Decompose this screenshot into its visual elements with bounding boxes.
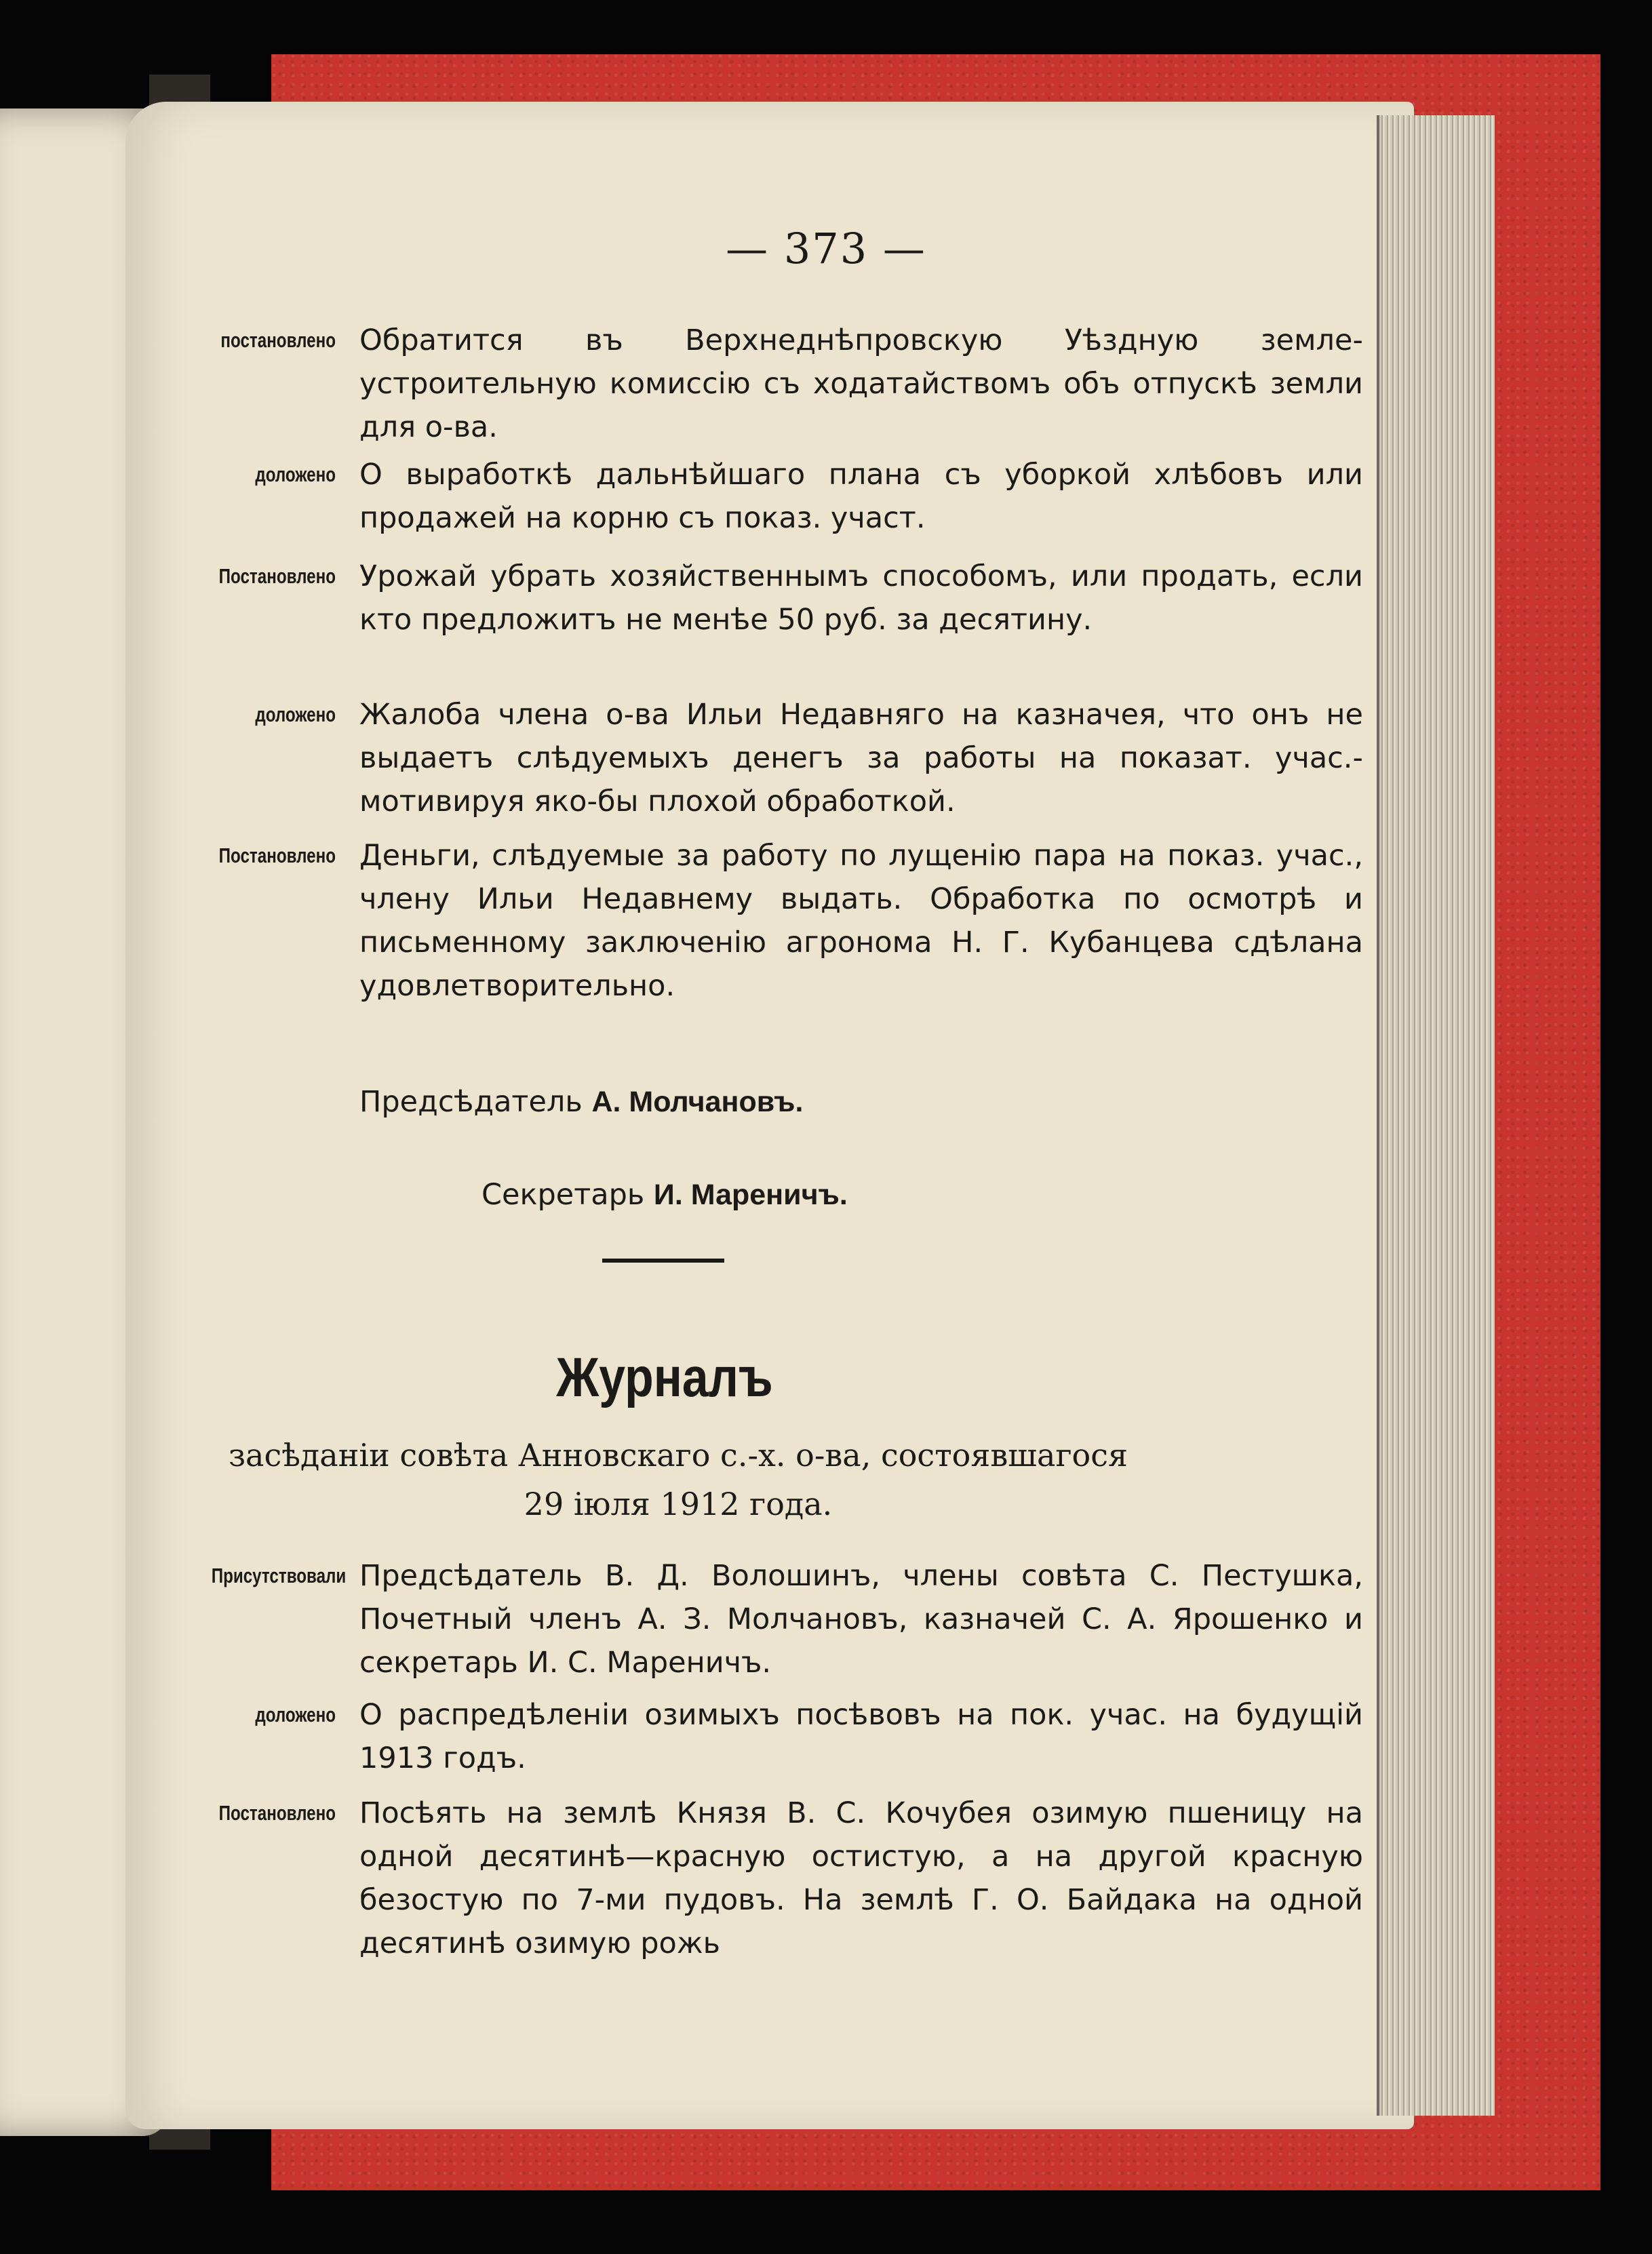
entry-text: О выработкѣ дальнѣйшаго плана съ уборкой хлѣбовъ или продажей на корню съ показ. участ. (359, 458, 1363, 535)
entry-text: Предсѣдатель В. Д. Волошинъ, члены совѣта С. Пестушка, Почетный членъ А. З. Молчановъ, казначей С. А. Ярошенко и секретарь И. С. Мареничъ. (359, 1559, 1363, 1680)
entry-label: постановлено (220, 328, 336, 352)
page-number: — 373 — (726, 224, 926, 273)
journal-subtitle-line2: 29 іюля 1912 года. (524, 1486, 833, 1522)
entry-text: Урожай убрать хозяйственнымъ способомъ, или продать, если кто предложитъ не менѣе 50 руб. за десятину. (359, 559, 1363, 637)
journal-subtitle (163, 1431, 1194, 1528)
divider-rule (602, 1259, 724, 1263)
entry-text: Деньги, слѣдуемые за работу по лущенію пара на показ. учас., члену Ильи Недавнему выдать. Обработка по осмотрѣ и письменному заключенію агронома Н. Г. Кубанцева сдѣлана удовлетворительно. (359, 839, 1363, 1003)
entry-label: доложено (255, 703, 336, 726)
entry-label: доложено (255, 1703, 336, 1726)
entry-text: О распредѣленіи озимыхъ посѣвовъ на пок. учас. на будущій 1913 годъ. (359, 1698, 1363, 1775)
entry-text: Обратится въ Верхнеднѣпровскую Уѣздную земле-устроительную комиссію съ ходатайствомъ объ отпускѣ земли для о-ва. (359, 323, 1363, 444)
entry-label: Постановлено (218, 564, 336, 588)
chairman-title: Предсѣдатель (359, 1085, 583, 1119)
chairman-name: А. Молчановъ. (591, 1086, 804, 1118)
entry-label: Присутствовали (211, 1564, 347, 1587)
secretary-title: Секретарь (481, 1178, 645, 1212)
entry-label: Постановлено (218, 844, 336, 867)
entry-text: Жалоба члена о-ва Ильи Недавняго на казначея, что онъ не выдаетъ слѣдуемыхъ денегъ за работы на показат. учас.-мотивируя яко-бы плохой обработкой. (359, 698, 1363, 818)
secretary-name: И. Мареничъ. (653, 1179, 848, 1211)
entry-label: доложено (255, 462, 336, 486)
journal-subtitle-line1: засѣданіи совѣта Анновскаго с.-х. о-ва, состоявшагося (228, 1437, 1128, 1474)
journal-title: Журналъ (556, 1347, 773, 1408)
chairman-signature (359, 1085, 803, 1119)
page-edges (1377, 115, 1495, 2116)
secretary-signature (481, 1178, 848, 1212)
entry-label: Постановлено (218, 1801, 336, 1825)
entry-text: Посѣять на землѣ Князя В. С. Кочубея озимую пшеницу на одной десятинѣ—красную остистую, а на другой красную безостую по 7-ми пудовъ. На землѣ Г. О. Байдака на одной десятинѣ озимую рожь (359, 1796, 1363, 1960)
